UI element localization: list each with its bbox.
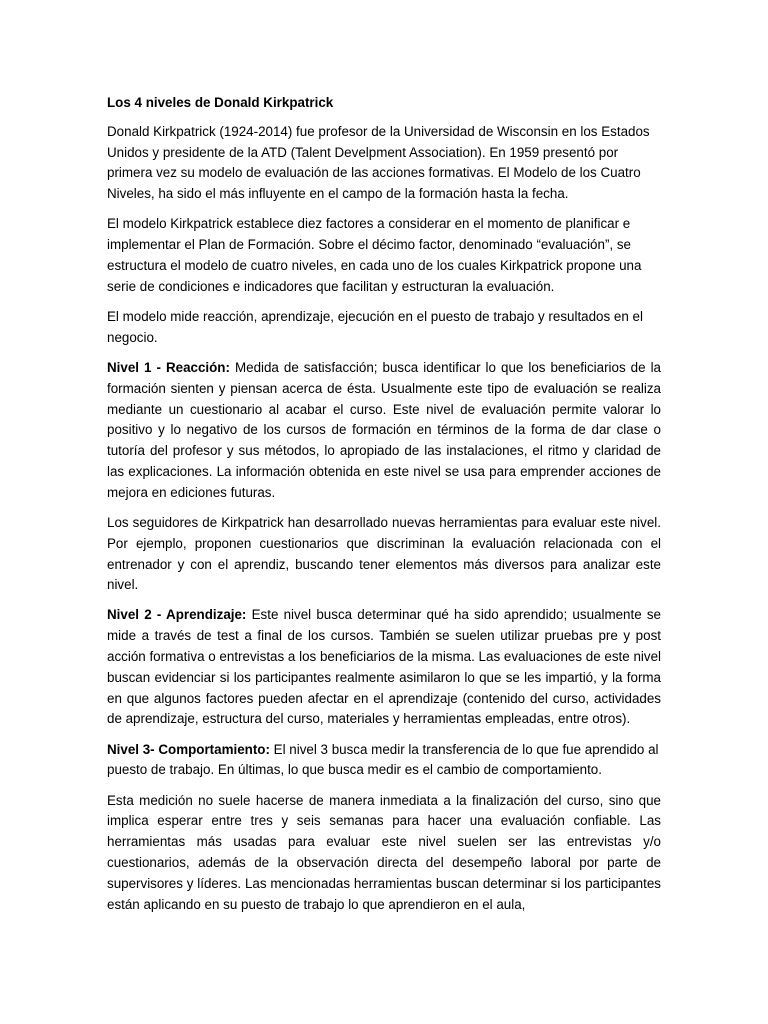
level-3-label: Nivel 3- Comportamiento:: [107, 741, 270, 757]
paragraph-followers: [107, 513, 661, 596]
paragraph-level-2: [107, 605, 661, 730]
paragraph-level-1: [107, 358, 661, 504]
level-2-label: Nivel 2 - Aprendizaje:: [107, 607, 247, 623]
paragraph-intro: [107, 122, 661, 205]
paragraph-model-measures: [107, 307, 661, 349]
paragraph-text: El modelo mide reacción, aprendizaje, ejecución en el puesto de trabajo y resultados en el negocio.: [107, 308, 643, 345]
paragraph-model-factors: [107, 214, 661, 297]
level-1-label: Nivel 1 - Reacción:: [107, 359, 230, 375]
paragraph-text: Medida de satisfacción; busca identificar lo que los beneficiarios de la formación sienten y piensan acerca de ésta. Usualmente este tipo de evaluación se realiza mediante un cuestionario al acabar el curso. Este nivel de evaluación permite valorar lo positivo y lo negativo de los cursos de formación en términos de la forma de dar clase o tutoría del profesor y sus métodos, lo apropiado de las instalaciones, el ritmo y claridad de las explicaciones. La información obtenida en este nivel se usa para emprender acciones de mejora en ediciones futuras.: [107, 359, 661, 500]
paragraph-text: Esta medición no suele hacerse de manera inmediata a la finalización del curso, sino que implica esperar entre tres y seis semanas para hacer una evaluación confiable. Las herramientas más usadas para evaluar este nivel suelen ser las entrevistas y/o cuestionarios, además de la observación directa del desempeño laboral por parte de supervisores y líderes. Las mencionadas herramientas buscan determinar si los participantes están aplicando en su puesto de trabajo lo que aprendieron en el aula,: [107, 792, 661, 912]
paragraph-text: Este nivel busca determinar qué ha sido aprendido; usualmente se mide a través de test a final de los cursos. También se suelen utilizar pruebas pre y post acción formativa o entrevistas a los beneficiarios de la misma. Las evaluaciones de este nivel buscan evidenciar si los participantes realmente asimilaron lo que se les impartió, y la forma en que algunos factores pueden afectar en el aprendizaje (contenido del curso, actividades de aprendizaje, estructura del curso, materiales y herramientas empleadas, entre otros).: [107, 607, 662, 727]
paragraph-level-3: [107, 740, 661, 782]
document-page: [107, 93, 661, 925]
paragraph-measurement: [107, 791, 661, 916]
paragraph-text: Donald Kirkpatrick (1924-2014) fue profesor de la Universidad de Wisconsin en los Estados Unidos y presidente de la ATD (Talent Develpment Association). En 1959 presentó por primera vez su modelo de evaluación de las acciones formativas. El Modelo de los Cuatro Niveles, ha sido el más influyente en el campo de la formación hasta la fecha.: [107, 123, 650, 202]
paragraph-text: Los seguidores de Kirkpatrick han desarrollado nuevas herramientas para evaluar este nivel. Por ejemplo, proponen cuestionarios que discriminan la evaluación relacionada con el entrenador y con el aprendiz, buscando tener elementos más diversos para analizar este nivel.: [107, 514, 661, 593]
paragraph-text: El modelo Kirkpatrick establece diez factores a considerar en el momento de planificar e implementar el Plan de Formación. Sobre el décimo factor, denominado “evaluación”, se estructura el modelo de cuatro niveles, en cada uno de los cuales Kirkpatrick propone una serie de condiciones e indicadores que facilitan y estructuran la evaluación.: [107, 216, 642, 294]
document-title: Los 4 niveles de Donald Kirkpatrick: [107, 95, 334, 110]
paragraph-text: El nivel 3 busca medir la transferencia de lo que fue aprendido al puesto de trabajo. En últimas, lo que busca medir es el cambio de comportamiento.: [107, 741, 659, 778]
